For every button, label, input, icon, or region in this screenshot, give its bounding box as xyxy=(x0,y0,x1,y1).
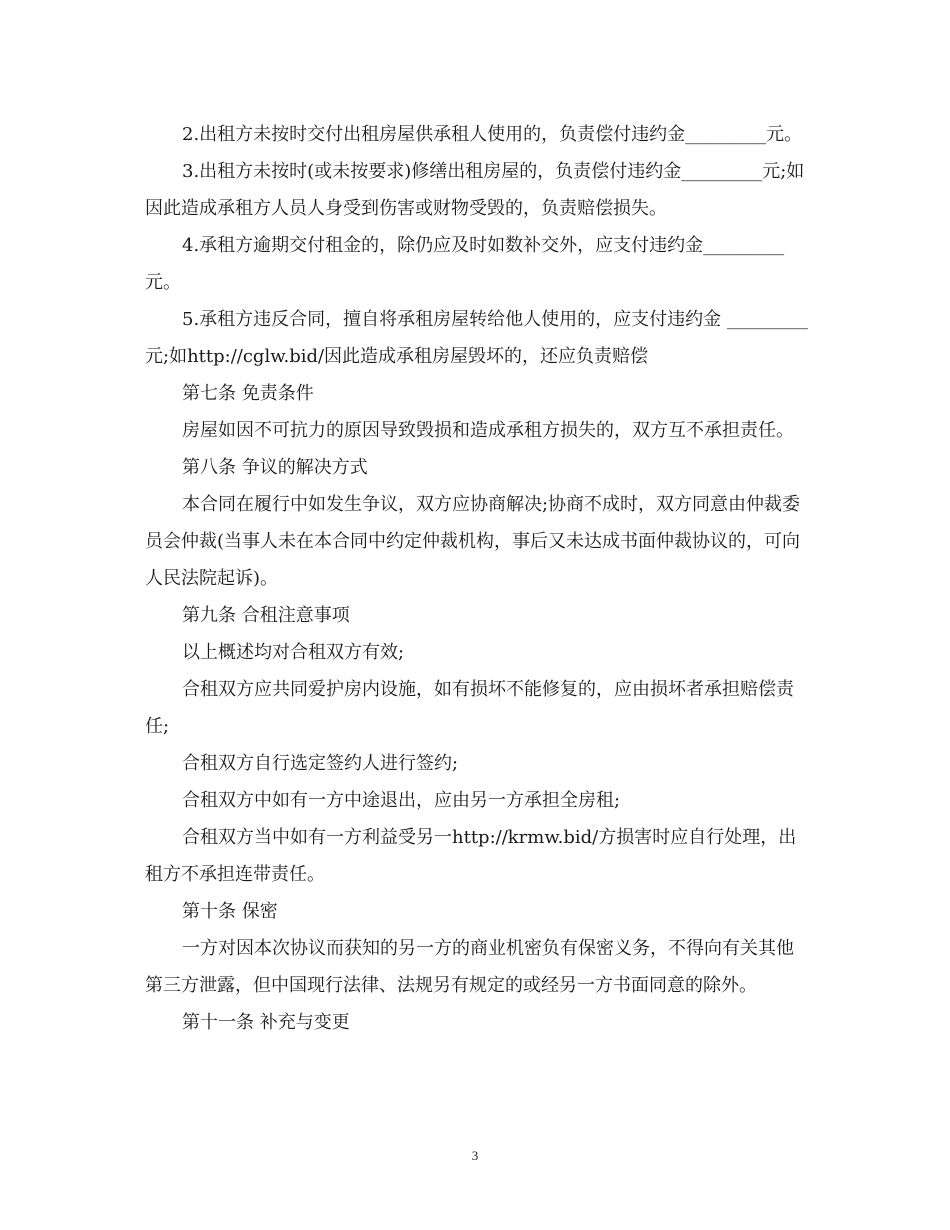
clause-5-penalty: 5.承租方违反合同，擅自将承租房屋转给他人使用的，应支付违约金 _________元;如http://cglw.bid/因此造成承租房屋毁坏的，还应负责赔偿 xyxy=(145,309,808,367)
document-body xyxy=(145,116,810,1041)
clause-3-penalty: 3.出租方未按时(或未按要求)修缮出租房屋的，负责偿付违约金_________元;如因此造成承租方人员人身受到伤害或财物受毁的，负责赔偿损失。 xyxy=(145,161,805,219)
page-number: 3 xyxy=(471,1148,479,1163)
article-9-item-1: 以上概述均对合租双方有效; xyxy=(182,642,405,663)
article-11-heading: 第十一条 补充与变更 xyxy=(182,1012,350,1033)
article-9-item-3: 合租双方自行选定签约人进行签约; xyxy=(182,753,459,774)
clause-2-penalty: 2.出租方未按时交付出租房屋供承租人使用的，负责偿付违约金_________元。 xyxy=(182,124,803,145)
article-10-body: 一方对因本次协议而获知的另一方的商业机密负有保密义务，不得向有关其他第三方泄露，但中国现行法律、法规另有规定的或经另一方书面同意的除外。 xyxy=(145,938,794,996)
article-9-heading: 第九条 合租注意事项 xyxy=(182,605,350,626)
article-7-body: 房屋如因不可抗力的原因导致毁损和造成承租方损失的，双方互不承担责任。 xyxy=(182,420,794,441)
article-7-heading: 第七条 免责条件 xyxy=(182,383,314,404)
clause-4-penalty: 4.承租方逾期交付租金的，除仍应及时如数补交外，应支付违约金_________元。 xyxy=(145,235,785,293)
article-8-body: 本合同在履行中如发生争议，双方应协商解决;协商不成时，双方同意由仲裁委员会仲裁(当事人未在本合同中约定仲裁机构，事后又未达成书面仲裁协议的，可向人民法院起诉)。 xyxy=(145,494,801,589)
article-9-item-4: 合租双方中如有一方中途退出，应由另一方承担全房租; xyxy=(182,790,621,811)
article-9-item-2: 合租双方应共同爱护房内设施，如有损坏不能修复的，应由损坏者承担赔偿责任; xyxy=(145,679,794,737)
article-10-heading: 第十条 保密 xyxy=(182,901,278,922)
article-8-heading: 第八条 争议的解决方式 xyxy=(182,457,368,478)
article-9-item-5: 合租双方当中如有一方利益受另一http://krmw.bid/方损害时应自行处理，出租方不承担连带责任。 xyxy=(145,827,797,885)
